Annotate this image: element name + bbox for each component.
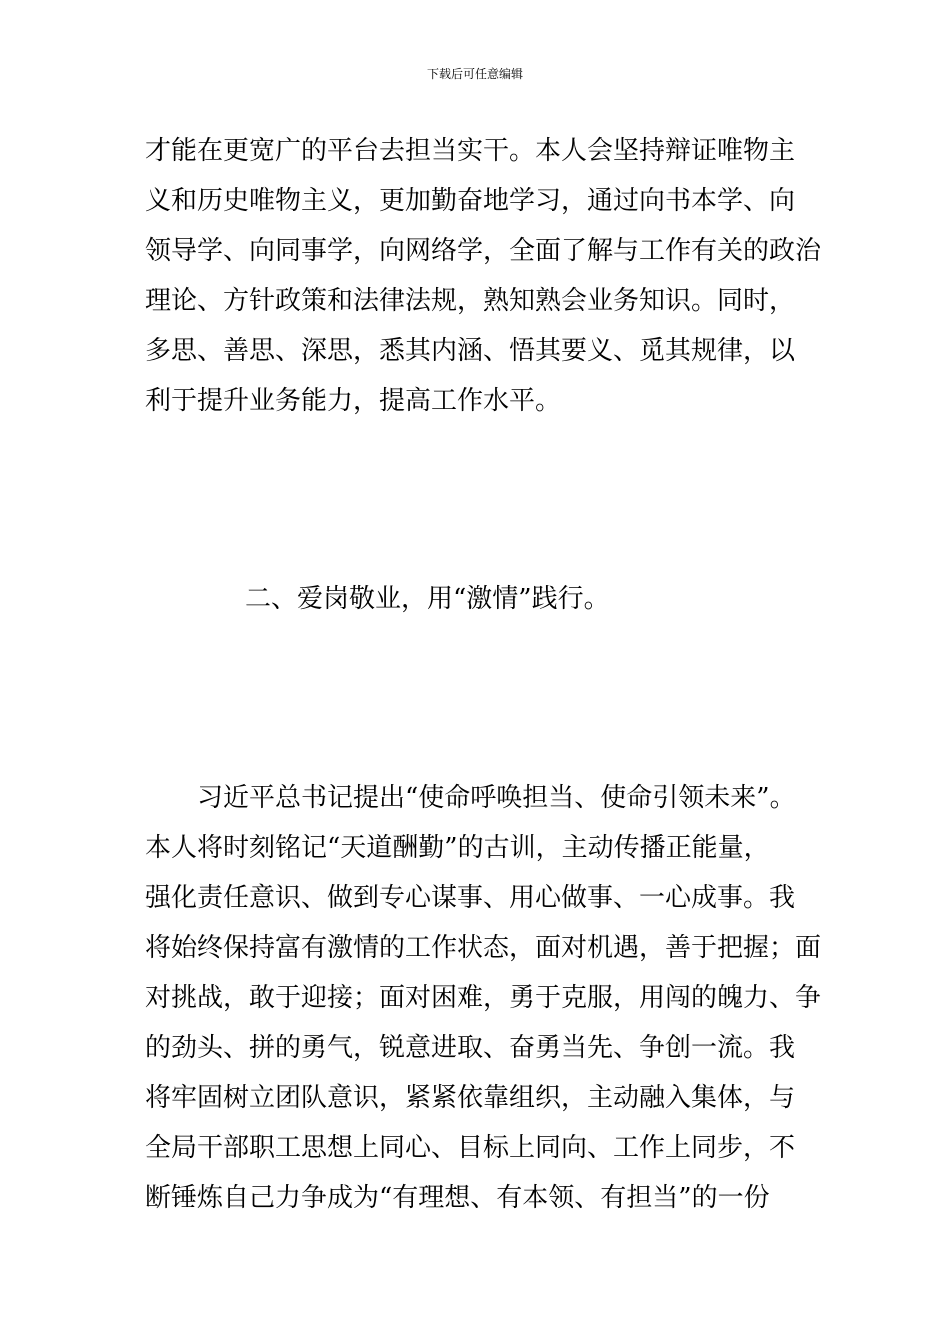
paragraph-line: 义和历史唯物主义，更加勤奋地学习，通过向书本学、向	[145, 186, 796, 216]
paragraph-line: 领导学、向同事学，向网络学，全面了解与工作有关的政治	[145, 236, 822, 266]
section-heading: 二、爱岗敬业，用“激情”践行。	[245, 584, 610, 614]
paragraph-line: 本人将时刻铭记“天道酬勤”的古训，主动传播正能量，	[145, 833, 770, 863]
paragraph-line: 将牢固树立团队意识，紧紧依靠组织，主动融入集体，与	[145, 1083, 796, 1113]
paragraph-line: 习近平总书记提出“使命呼唤担当、使命引领未来”。	[145, 783, 796, 813]
paragraph-line: 理论、方针政策和法律法规，熟知熟会业务知识。同时，	[145, 286, 796, 316]
paragraph-line: 的劲头、拼的勇气，锐意进取、奋勇当先、争创一流。我	[145, 1033, 796, 1063]
page-header: 下载后可任意编辑	[426, 67, 523, 81]
paragraph-line: 多思、善思、深思，悉其内涵、悟其要义、觅其规律，以	[145, 336, 796, 366]
paragraph-line: 才能在更宽广的平台去担当实干。本人会坚持辩证唯物主	[145, 136, 796, 166]
paragraph-line: 将始终保持富有激情的工作状态，面对机遇，善于把握；面	[145, 933, 822, 963]
paragraph-line: 对挑战，敢于迎接；面对困难，勇于克服，用闯的魄力、争	[145, 983, 822, 1013]
paragraph-line: 强化责任意识、做到专心谋事、用心做事、一心成事。我	[145, 883, 796, 913]
paragraph-line: 全局干部职工思想上同心、目标上同向、工作上同步，不	[145, 1133, 796, 1163]
paragraph-line: 断锤炼自己力争成为“有理想、有本领、有担当”的一份	[145, 1183, 770, 1213]
paragraph-line: 利于提升业务能力，提高工作水平。	[145, 386, 562, 416]
